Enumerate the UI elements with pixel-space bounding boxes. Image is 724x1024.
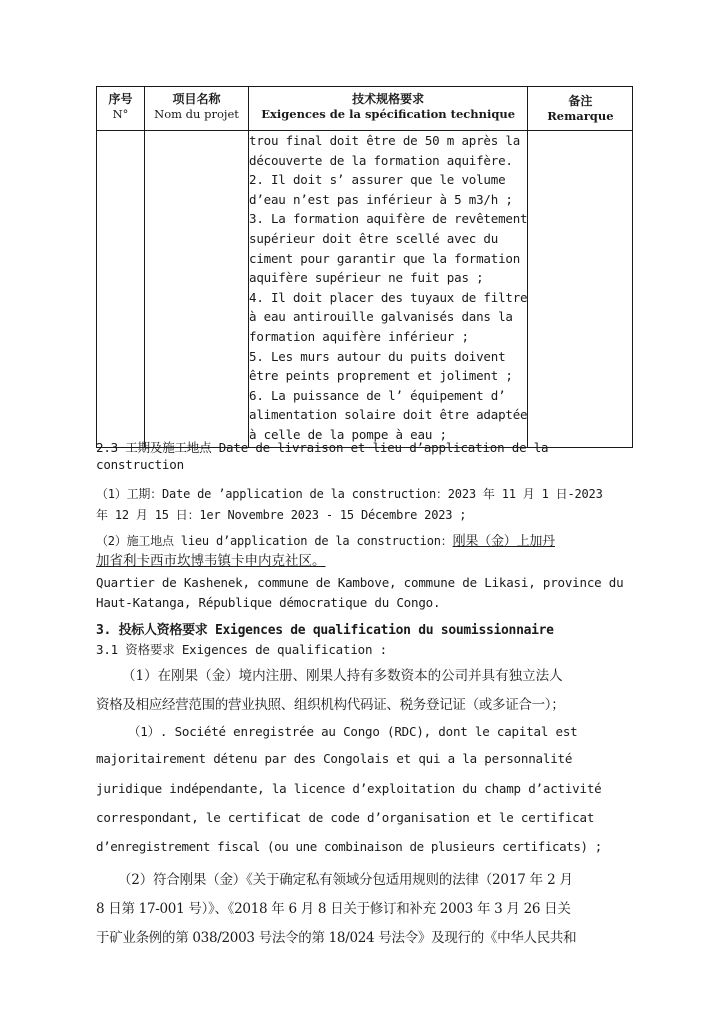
section-2-3-heading-line1: 2.3 工期及施工地点 Date de livraison et lieu d’application de la: [96, 440, 549, 455]
header-remark: [528, 87, 633, 131]
spec-table: [96, 86, 633, 448]
fr-requirement-1-line4: correspondant, le certificat de code d’organisation et le certificat: [96, 810, 595, 825]
fr-requirement-1-line5: d’enregistrement fiscal (ou une combinaison de plusieurs certificats) ;: [96, 839, 602, 854]
cell-number: [97, 131, 145, 448]
cn-requirement-2-line2: 8 日第 17-001 号）》、《2018 年 6 月 8 日关于修订和补充 2003 年 3 月 26 日关: [96, 901, 571, 917]
spec-line: alimentation solaire doit être adaptée: [249, 407, 528, 423]
fr-requirement-1-line2: majoritairement détenu par des Congolais et qui a la personnalité: [96, 751, 573, 766]
address-line2: Haut-Katanga, République démocratique du Congo.: [96, 595, 441, 610]
spec-line: 2. Il doit s’ assurer que le volume: [249, 172, 506, 188]
cn-requirement-1-line2: 资格及相应经营范围的营业执照、组织机构代码证、税务登记证（或多证合一）；: [96, 697, 565, 713]
spec-line: 6. La puissance de l’ équipement d’: [249, 387, 506, 403]
spec-line: aquifère supérieur ne fuit pas ;: [249, 270, 484, 286]
fr-requirement-1-line1: （1）. Société enregistrée au Congo (RDC), dont le capital est: [128, 724, 578, 739]
cell-remark: [528, 131, 633, 448]
spec-line: être peints proprement et joliment ;: [249, 368, 513, 384]
section-3-1-heading: 3.1 资格要求 Exigences de qualification :: [96, 642, 387, 657]
spec-line: 4. Il doit placer des tuyaux de filtre: [249, 289, 528, 305]
location-underlined-1: 刚果（金）上加丹: [452, 534, 555, 549]
spec-line: à eau antirouille galvanisés dans la: [249, 309, 513, 325]
duration-line1: （1）工期：Date de ’application de la construction：2023 年 11 月 1 日-2023: [96, 487, 603, 501]
spec-line: trou final doit être de 50 m après la: [249, 133, 521, 148]
header-project-cn: 项目名称: [172, 92, 221, 106]
spec-line: à celle de la pompe à eau ;: [249, 426, 447, 442]
cn-requirement-2-line1: （2）符合刚果（金）《关于确定私有领域分包适用规则的法律（2017 年 2 月: [118, 872, 573, 888]
spec-line: d’eau n’est pas inférieur à 5 m3/h ;: [249, 191, 513, 207]
fr-requirement-1-line3: juridique indépendante, la licence d’exploitation du champ d’activité: [96, 781, 602, 796]
spec-line: découverte de la formation aquifère.: [249, 152, 513, 168]
cn-requirement-1-line1: （1）在刚果（金）境内注册、刚果人持有多数资本的公司并具有独立法人: [122, 668, 563, 684]
section-2-3-heading-line2: construction: [96, 457, 184, 472]
location-line1: [96, 530, 555, 549]
header-remark-cn: 备注: [568, 94, 593, 108]
location-underlined-2: 加省利卡西市坎博韦镇卡申内克社区。: [96, 553, 326, 569]
table-header-row: [97, 87, 633, 131]
header-spec-fr: Exigences de la spécification technique: [261, 107, 516, 121]
header-project-fr: Nom du projet: [154, 107, 239, 121]
address-line1: Quartier de Kashenek, commune de Kambove, commune de Likasi, province du: [96, 575, 624, 590]
spec-line: formation aquifère inférieur ;: [249, 328, 469, 344]
spec-line: ciment pour garantir que la formation: [249, 250, 521, 266]
header-number-fr: N°: [112, 107, 129, 121]
spec-line: supérieur doit être scellé avec du: [249, 230, 499, 246]
table-row: [97, 131, 633, 448]
spec-line: 3. La formation aquifère de revêtement: [249, 211, 528, 227]
header-spec-cn: 技术规格要求: [352, 92, 425, 106]
cell-spec-text: [249, 131, 528, 448]
header-spec: [249, 87, 528, 131]
header-project-name: [145, 87, 249, 131]
section-3-heading: 3. 投标人资格要求 Exigences de qualification du soumissionnaire: [96, 623, 554, 638]
header-number-cn: 序号: [108, 92, 133, 106]
cell-project-name: [145, 131, 249, 448]
cn-requirement-2-line3: 于矿业条例的第 038/2003 号法令的第 18/024 号法令》及现行的《中华人民共和: [96, 930, 577, 946]
spec-line: 5. Les murs autour du puits doivent: [249, 348, 506, 364]
header-remark-fr: Remarque: [547, 109, 614, 123]
location-label: （2）施工地点 lieu d’application de la construction：: [96, 534, 453, 548]
header-number: [97, 87, 145, 131]
duration-line2: 年 12 月 15 日：1er Novembre 2023 - 15 Décembre 2023 ;: [96, 508, 467, 522]
